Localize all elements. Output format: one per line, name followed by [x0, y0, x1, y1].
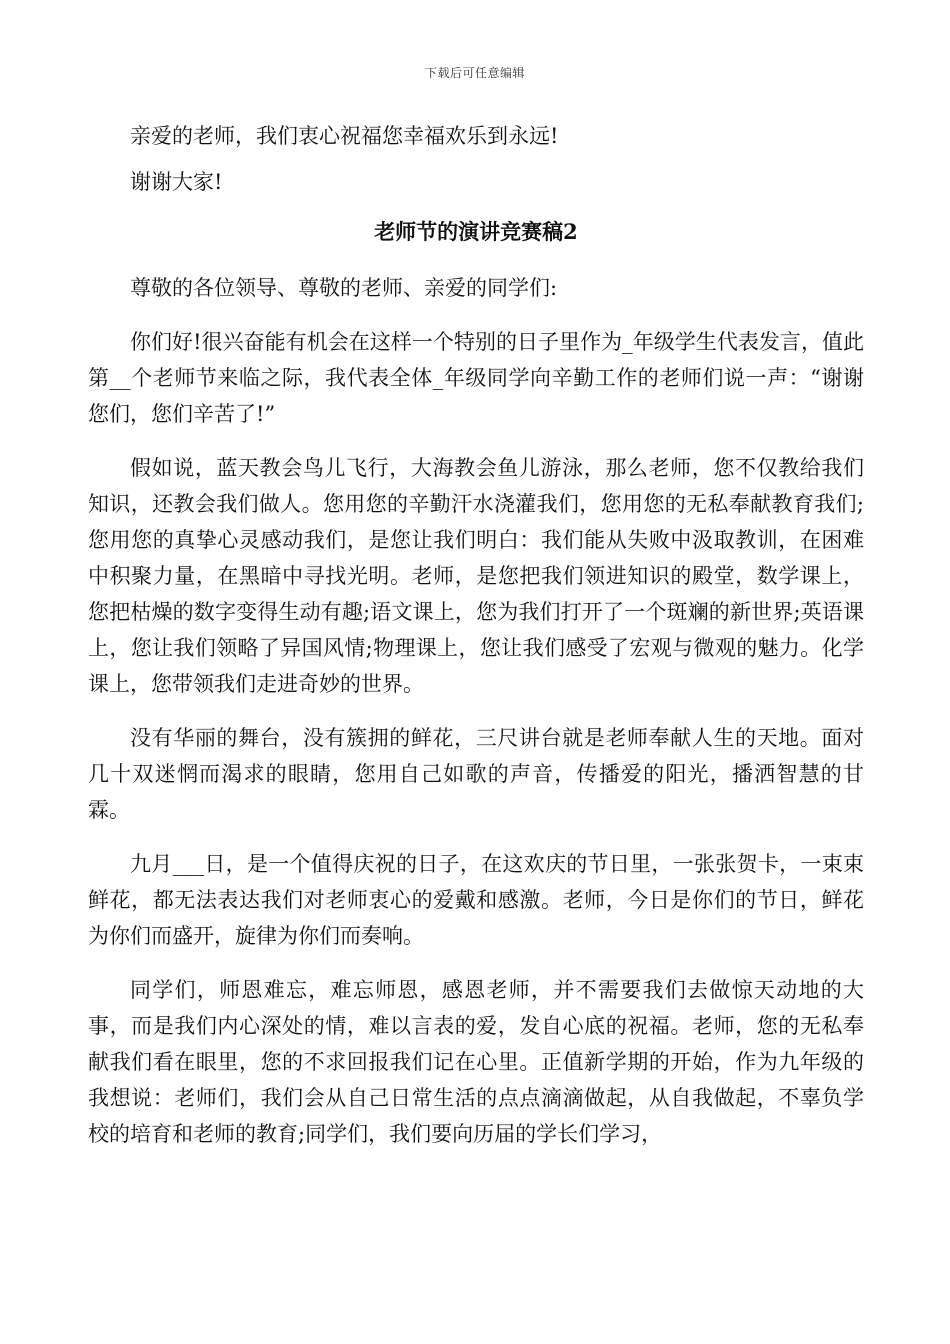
section-title: 老师节的演讲竞赛稿2 — [374, 219, 578, 244]
paragraph-5: 同学们，师恩难忘，难忘师恩，感恩老师，并不需要我们去做惊天动地的大事，而是我们内心深处的情，难以言表的爱，发自心底的祝福。老师，您的无私奉献我们看在眼里，您的不求回报我们记在心里。正值新学期的开始，作为九年级的我想说：老师们，我们会从自己日常生活的点点滴滴做起，从自我做起，不辜负学校的培育和老师的教育;同学们，我们要向历届的学长们学习， — [88, 978, 864, 1146]
paragraph-1: 你们好!很兴奋能有机会在这样一个特别的日子里作为_年级学生代表发言，值此第__个老师节来临之际，我代表全体_年级同学向辛勤工作的老师们说一声：“谢谢您们，您们辛苦了!” — [88, 330, 864, 426]
paragraph-4: 九月___日，是一个值得庆祝的日子，在这欢庆的节日里，一张张贺卡，一束束鲜花，都无法表达我们对老师衷心的爱戴和感激。老师，今日是你们的节日，鲜花为你们而盛开，旋律为你们而奏响。 — [88, 852, 864, 948]
paragraph-2: 假如说，蓝天教会鸟儿飞行，大海教会鱼儿游泳，那么老师，您不仅教给我们知识，还教会我们做人。您用您的辛勤汗水浇灌我们，您用您的无私奉献教育我们;您用您的真挚心灵感动我们，是您让我们明白：我们能从失败中汲取教训，在困难中积聚力量，在黑暗中寻找光明。老师，是您把我们领进知识的殿堂，数学课上，您把枯燥的数字变得生动有趣;语文课上，您为我们打开了一个斑斓的新世界;英语课上，您让我们领略了异国风情;物理课上，您让我们感受了宏观与微观的魅力。化学课上，您带领我们走进奇妙的世界。 — [88, 456, 864, 696]
closing-wish: 亲爱的老师，我们衷心祝福您幸福欢乐到永远! — [130, 124, 559, 148]
closing-thanks: 谢谢大家! — [130, 170, 223, 194]
paragraph-3: 没有华丽的舞台，没有簇拥的鲜花，三尺讲台就是老师奉献人生的天地。面对几十双迷惘而渴求的眼睛，您用自己如歌的声音，传播爱的阳光，播洒智慧的甘霖。 — [88, 726, 864, 822]
paragraph-greeting: 尊敬的各位领导、尊敬的老师、亲爱的同学们: — [130, 276, 558, 300]
header-note: 下载后可任意编辑 — [424, 66, 525, 80]
document-body — [88, 118, 864, 1170]
